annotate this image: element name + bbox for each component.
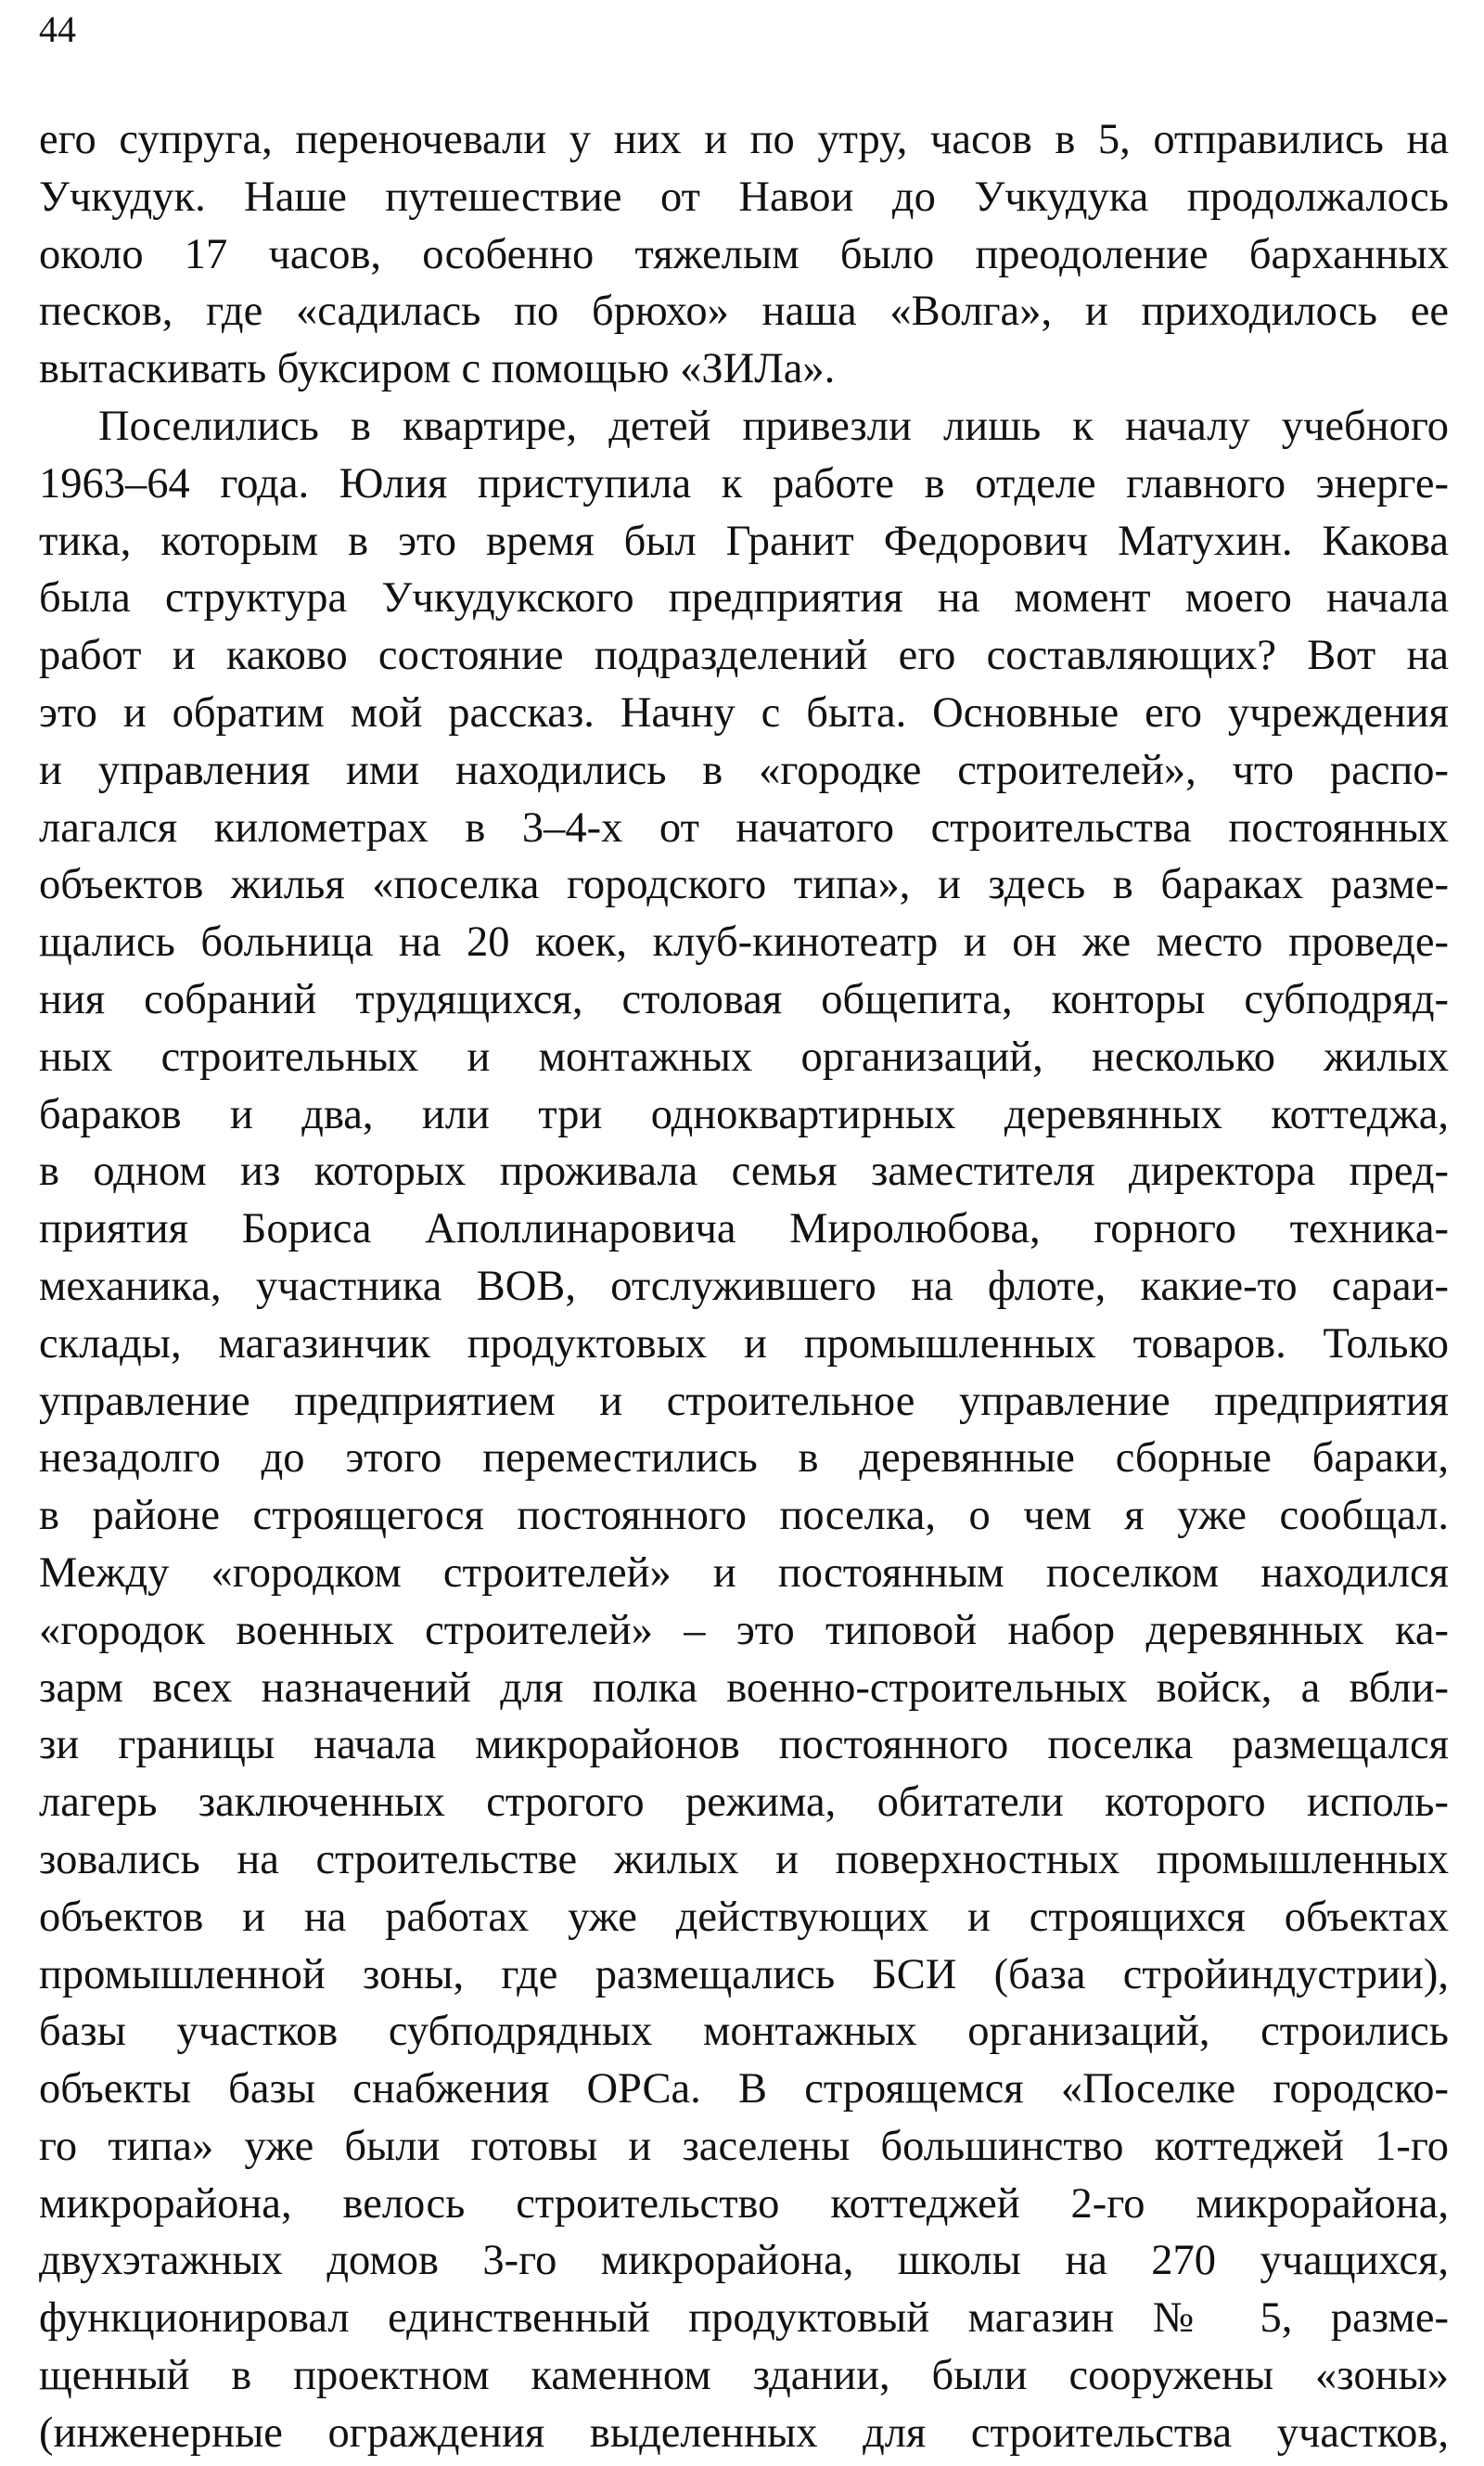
text-line: объектов жилья «поселка городского типа», и здесь в бараках разме- — [39, 861, 1449, 909]
text-line: функционировал единственный продуктовый магазин № 5, разме- — [39, 2294, 1449, 2343]
text-line: микрорайона, велось строительство коттеджей 2-го микрорайона, — [39, 2179, 1449, 2228]
text-line: объекты базы снабжения ОРСа. В строящемся «Поселке городско- — [39, 2065, 1449, 2113]
text-line: склады, магазинчик продуктовых и промышленных товаров. Только — [39, 1319, 1449, 1368]
text-line: была структура Учкудукского предприятия на момент моего начала — [39, 574, 1449, 623]
text-line: 1963–64 года. Юлия приступила к работе в отделе главного энерге- — [39, 459, 1449, 507]
paragraph — [39, 111, 1449, 398]
text-line: Учкудук. Наше путешествие от Навои до Учкудука продолжалось — [39, 173, 1449, 221]
text-line: незадолго до этого переместились в деревянные сборные бараки, — [39, 1434, 1449, 1483]
text-line: его супруга, переночевали у них и по утру, часов в 5, отправились на — [39, 116, 1449, 163]
text-line: лагался километрах в 3–4-х от начатого строительства постоянных — [39, 803, 1449, 852]
text-line: зовались на строительстве жилых и поверхностных промышленных — [39, 1835, 1449, 1883]
text-line: около 17 часов, особенно тяжелым было преодоление барханных — [39, 230, 1449, 278]
page-number: 44 — [39, 8, 76, 50]
text-line: го типа» уже были готовы и заселены большинство коттеджей 1-го — [39, 2122, 1449, 2170]
text-line: «городок военных строителей» – это типовой набор деревянных ка- — [39, 1606, 1449, 1654]
text-line: зарм всех назначений для полка военно-строительных войск, а вбли- — [39, 1663, 1449, 1712]
paragraph — [39, 398, 1449, 2462]
body-text — [39, 111, 1449, 2462]
text-line: механика, участника ВОВ, отслужившего на флоте, какие-то сараи- — [39, 1262, 1449, 1310]
text-line: в одном из которых проживала семья заместителя директора пред- — [39, 1148, 1449, 1196]
text-line: двухэтажных домов 3-го микрорайона, школы на 270 учащихся, — [39, 2237, 1449, 2285]
text-line: лагерь заключенных строгого режима, обитатели которого исполь- — [39, 1779, 1449, 1827]
text-line: Поселились в квартире, детей привезли лишь к началу учебного — [98, 402, 1449, 450]
text-line: щались больница на 20 коек, клуб-кинотеатр и он же место проведе- — [39, 918, 1449, 967]
text-line: зи границы начала микрорайонов постоянного поселка размещался — [39, 1721, 1449, 1769]
text-line: приятия Бориса Аполлинаровича Миролюбова, горного техника- — [39, 1205, 1449, 1253]
text-line: бараков и два, или три одноквартирных деревянных коттеджа, — [39, 1090, 1449, 1138]
text-line: базы участков субподрядных монтажных организаций, строились — [39, 2008, 1449, 2056]
text-line: вытаскивать буксиром с помощью «ЗИЛа». — [39, 345, 836, 393]
text-line: ных строительных и монтажных организаций, несколько жилых — [39, 1033, 1449, 1081]
text-line: промышленной зоны, где размещались БСИ (база стройиндустрии), — [39, 1950, 1449, 1998]
text-line: управление предприятием и строительное управление предприятия — [39, 1377, 1449, 1425]
text-line: это и обратим мой рассказ. Начну с быта. Основные его учреждения — [39, 688, 1449, 737]
text-line: и управления ими находились в «городке строителей», что распо- — [39, 746, 1449, 794]
text-line: щенный в проектном каменном здании, были сооружены «зоны» — [39, 2352, 1449, 2400]
text-line: объектов и на работах уже действующих и строящихся объектах — [39, 1893, 1449, 1941]
text-line: в районе строящегося постоянного поселка, о чем я уже сообщал. — [39, 1492, 1449, 1540]
text-line: Между «городком строителей» и постоянным поселком находился — [39, 1548, 1449, 1597]
text-line: тика, которым в это время был Гранит Федорович Матухин. Какова — [39, 517, 1449, 565]
text-line: работ и каково состояние подразделений его составляющих? Вот на — [39, 632, 1449, 680]
text-line: ния собраний трудящихся, столовая общепита, конторы субподряд- — [39, 975, 1449, 1023]
text-line: (инженерные ограждения выделенных для строительства участков, — [39, 2408, 1449, 2457]
text-line: песков, где «садилась по брюхо» наша «Волга», и приходилось ее — [39, 288, 1449, 336]
